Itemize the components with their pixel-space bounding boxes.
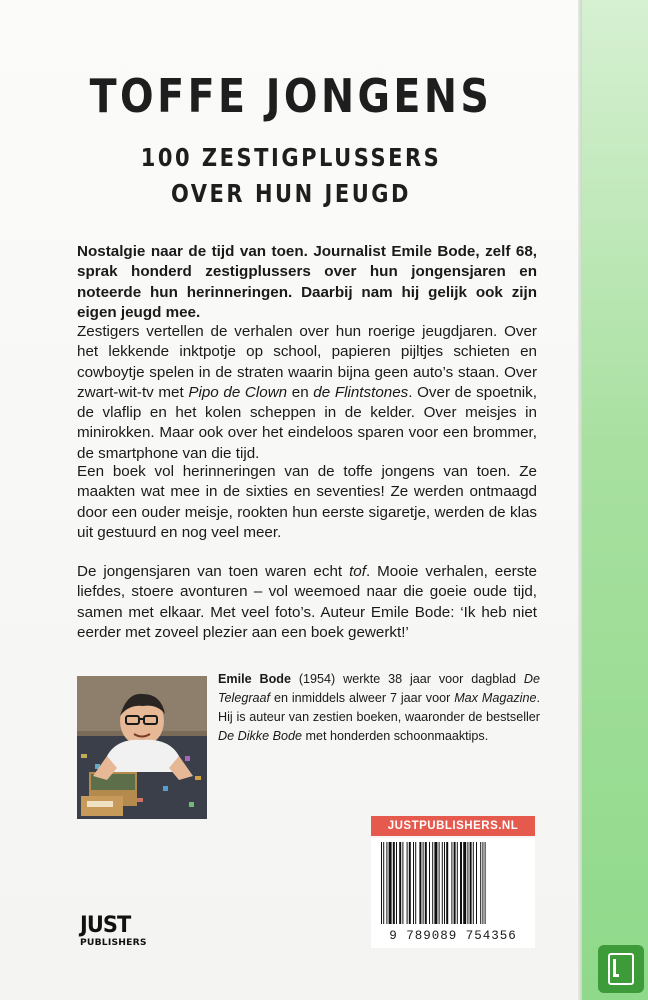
bio-bestseller: De Dikke Bode (218, 729, 302, 743)
price-sticker-icon (598, 945, 644, 993)
p1-text-c: en (287, 383, 314, 401)
book-spine (582, 0, 648, 1000)
bio-text-7: met honderden schoonmaaktips. (302, 729, 489, 743)
barcode-bar (415, 842, 416, 924)
barcode-bar (407, 842, 408, 924)
barcode-bar (470, 842, 472, 924)
p3-text-a: De jongensjaren van toen waren echt (77, 563, 350, 580)
bio-magazine: Max Magazine (454, 691, 537, 705)
bio-newspaper: De Telegraaf (218, 672, 540, 705)
barcode-bar (442, 842, 443, 924)
p2-text: Een boek vol herinneringen van de toffe jongens van toen. Ze maakten wat mee in de sixties en seventies! Ze werden ontmaagd door een ouder meisje, rookten hun eerste sigaretje, werden de klas uit gestuurd en nog veel meer. (77, 463, 537, 541)
barcode-bar (402, 842, 403, 924)
blurb-paragraph-1 (77, 322, 537, 464)
barcode-bar (389, 842, 392, 924)
barcode-bar (432, 842, 433, 924)
bio-author-name: Emile Bode (218, 672, 291, 686)
barcode-bar (467, 842, 468, 924)
barcode-bar (457, 842, 458, 924)
barcode-bar (386, 842, 387, 924)
barcode-bar (425, 842, 427, 924)
sticker-letter-icon (608, 953, 634, 985)
barcode-bar (409, 842, 411, 924)
barcode-bar (383, 842, 384, 924)
barcode-bar (396, 842, 397, 924)
bio-text-3: en inmiddels alweer 7 jaar voor (270, 691, 455, 705)
p1-title-pipo: Pipo de Clown (188, 383, 288, 401)
publisher-logo (80, 913, 147, 948)
barcode-bar (454, 842, 456, 924)
barcode-bar (482, 842, 483, 924)
barcode-bar (446, 842, 448, 924)
author-photo (77, 676, 207, 819)
barcode-bar (381, 842, 382, 924)
author-photo-illustration (77, 676, 207, 819)
blurb-paragraph-3 (77, 562, 537, 643)
logo-word-just: JUST (80, 913, 131, 938)
book-subtitle (47, 140, 536, 212)
title-text: TOFFE JONGENS (89, 69, 493, 123)
barcode-bar (451, 842, 452, 924)
barcode-bar (473, 842, 474, 924)
barcode-bar (399, 842, 401, 924)
barcode-bar (434, 842, 437, 924)
barcode-bar (393, 842, 395, 924)
p3-text-c: . Mooie verhalen, eerste liefdes, stoere avonturen – vol weemoed naar die goeie oude tijd, samen met elkaar. Met veel foto’s. Auteur Emile Bode: ‘Ik heb niet eerder met zoveel plezier aan een boek gewerkt!’ (77, 563, 537, 641)
barcode-bar (476, 842, 477, 924)
publisher-website-badge: JUSTPUBLISHERS.NL (371, 816, 535, 836)
bio-text-1: (1954) werkte 38 jaar voor dagblad (290, 672, 524, 686)
barcode-bar (485, 842, 486, 924)
author-bio (218, 670, 540, 746)
barcode-bar (419, 842, 421, 924)
subtitle-line-2: OVER HUN JEUGD (170, 179, 412, 208)
isbn-barcode (371, 838, 535, 948)
barcode-bar (423, 842, 424, 924)
bio-text-5: . Hij is auteur van zestien boeken, waaronder de bestseller (218, 691, 540, 724)
barcode-bar (439, 842, 440, 924)
book-title (41, 68, 542, 124)
p1-text-a: Zestigers vertellen de verhalen over hun roerige jeugdjaren. Over het lekkende inktpotje op school, papieren pijltjes schieten en cowboytje spelen in de straten waarin bijna geen auto’s staan. Over zwart-wit-tv met (77, 323, 537, 401)
p1-title-flintstones: de Flintstones (313, 383, 409, 401)
subtitle-line-1: 100 ZESTIGPLUSSERS (140, 143, 442, 172)
p1-text-e: . Over de spoetnik, de vlaflip en het kolen scheppen in de kelder. Over meisjes in minirokken. Maar ook over het eindeloos sparen voor een brommer, de smartphone van die tijd. (77, 383, 537, 462)
blurb-paragraph-2 (77, 462, 537, 543)
barcode-bar (429, 842, 430, 924)
barcode-bar (480, 842, 481, 924)
lead-paragraph: Nostalgie naar de tijd van toen. Journalist Emile Bode, zelf 68, sprak honderd zestigplussers over hun jongensjaren en noteerde hun herinneringen. Daarbij nam hij gelijk ook zijn eigen jeugd mee. (77, 243, 537, 321)
isbn-number: 9 789089 754356 (389, 929, 517, 943)
blurb-lead (77, 242, 537, 323)
barcode-bar (460, 842, 462, 924)
p3-word-tof: tof (349, 563, 366, 580)
logo-word-publishers: PUBLISHERS (80, 937, 147, 948)
barcode-bar (444, 842, 445, 924)
barcode-graphic (381, 842, 525, 928)
barcode-bar (463, 842, 466, 924)
barcode-bar (413, 842, 414, 924)
